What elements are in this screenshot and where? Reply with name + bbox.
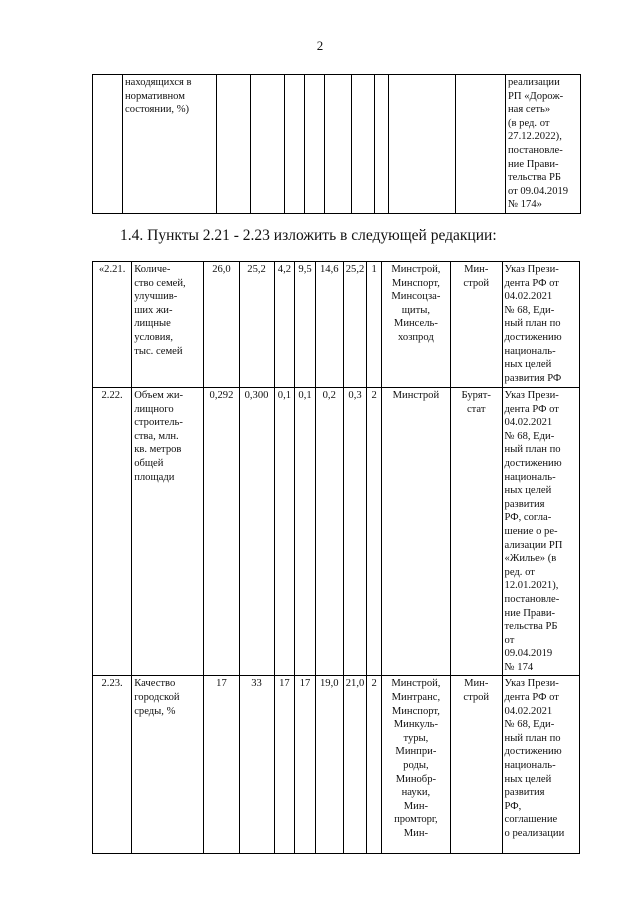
table-row xyxy=(93,262,580,388)
cell-value: 25,2 xyxy=(239,262,274,388)
cell-value xyxy=(217,75,251,214)
cell-value: 0,2 xyxy=(315,388,343,676)
amendment-instruction: 1.4. Пункты 2.21 - 2.23 изложить в следующей редакции: xyxy=(120,227,497,244)
cell-basis: реализации РП «Дорож- ная сеть» (в ред. от 27.12.2022), постановле- ние Прави- тельства РБ от 09.04.2019 № 174» xyxy=(506,75,581,214)
cell-data-source: Мин- строй xyxy=(450,262,502,388)
cell-num: 2.23. xyxy=(93,676,132,854)
cell-base-value: 17 xyxy=(204,676,239,854)
cell-responsible: Минстрой xyxy=(381,388,450,676)
cell-value xyxy=(305,75,325,214)
cell-level: 2 xyxy=(367,676,381,854)
cell-num xyxy=(93,75,123,214)
cell-value xyxy=(352,75,375,214)
cell-value: 0,3 xyxy=(343,388,367,676)
cell-value: 9,5 xyxy=(295,262,316,388)
cell-value: 4,2 xyxy=(274,262,295,388)
cell-value: 0,300 xyxy=(239,388,274,676)
cell-level: 2 xyxy=(367,388,381,676)
cell-indicator-name: Объем жи- лищного строитель- ства, млн. кв. метров общей площади xyxy=(132,388,204,676)
cell-responsible xyxy=(389,75,456,214)
cell-level xyxy=(375,75,389,214)
cell-value: 14,6 xyxy=(315,262,343,388)
table-row xyxy=(93,75,581,214)
cell-indicator-name: Качество городской среды, % xyxy=(132,676,204,854)
cell-value: 0,1 xyxy=(274,388,295,676)
cell-value: 17 xyxy=(274,676,295,854)
cell-num: 2.22. xyxy=(93,388,132,676)
cell-data-source: Мин- строй xyxy=(450,676,502,854)
cell-basis: Указ Прези- дента РФ от 04.02.2021 № 68, Еди- ный план по достижению националь- ных целей развития РФ xyxy=(502,262,579,388)
cell-value: 0,1 xyxy=(295,388,316,676)
cell-value: 19,0 xyxy=(315,676,343,854)
cell-value xyxy=(325,75,352,214)
cell-level: 1 xyxy=(367,262,381,388)
cell-responsible: Минстрой, Минтранс, Минспорт, Минкуль- туры, Минпри- роды, Минобр- науки, Мин- промторг, Мин- xyxy=(381,676,450,854)
indicators-table xyxy=(92,261,580,854)
cell-value: 33 xyxy=(239,676,274,854)
table-row xyxy=(93,676,580,854)
cell-indicator-name: Количе- ство семей, улучшив- ших жи- лищные условия, тыс. семей xyxy=(132,262,204,388)
cell-value xyxy=(285,75,305,214)
cell-basis: Указ Прези- дента РФ от 04.02.2021 № 68, Еди- ный план по достижению националь- ных целей развития РФ, согла- шение о ре- ализации РП «Жилье» (в ред. от 12.01.2021), постановле- ние Прави- тельства РБ от 09.04.2019 № 174 xyxy=(502,388,579,676)
top-table-fragment xyxy=(92,74,581,214)
cell-base-value: 26,0 xyxy=(204,262,239,388)
cell-responsible: Минстрой, Минспорт, Минсоцза- щиты, Минсель- хозпрод xyxy=(381,262,450,388)
cell-basis: Указ Прези- дента РФ от 04.02.2021 № 68, Еди- ный план по достижению националь- ных целей развития РФ, соглашение о реализации xyxy=(502,676,579,854)
cell-indicator-name: находящихся в нормативном состоянии, %) xyxy=(123,75,217,214)
table-row xyxy=(93,388,580,676)
cell-value xyxy=(251,75,285,214)
cell-num: «2.21. xyxy=(93,262,132,388)
cell-value: 17 xyxy=(295,676,316,854)
cell-data-source: Бурят- стат xyxy=(450,388,502,676)
cell-value: 25,2 xyxy=(343,262,367,388)
cell-value: 21,0 xyxy=(343,676,367,854)
cell-data-source xyxy=(456,75,506,214)
cell-base-value: 0,292 xyxy=(204,388,239,676)
page-number: 2 xyxy=(316,38,324,53)
